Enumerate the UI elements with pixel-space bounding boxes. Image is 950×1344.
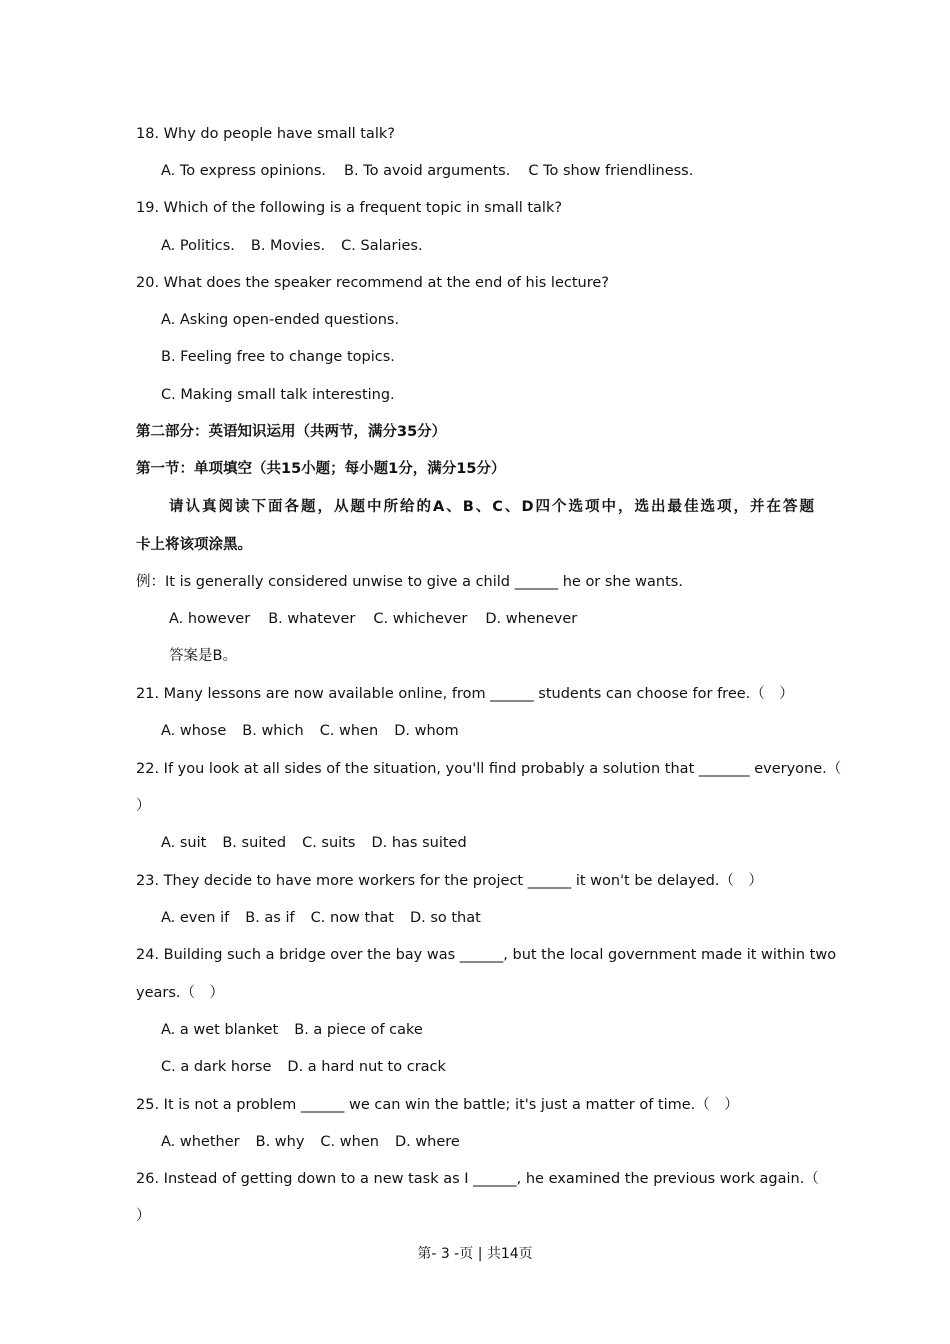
option-b: B. as if: [245, 910, 295, 926]
option-c: C. a dark horse: [161, 1059, 272, 1075]
example-options: [169, 609, 814, 629]
question-26-stem: 26. Instead of getting down to a new task as I ______, he examined the previous work again.（: [136, 1171, 819, 1187]
option-b: B. suited: [222, 835, 287, 851]
option-d: D. whenever: [485, 611, 578, 627]
question-24-options-row-1: [161, 1020, 814, 1040]
option-c: C. when: [319, 723, 379, 739]
question-23-options: [161, 908, 814, 928]
option-a: A. even if: [161, 910, 230, 926]
part-title: 第二部分：英语知识运用（共两节，满分35分）: [136, 424, 447, 440]
option-c: C. suits: [302, 835, 356, 851]
question-25-options: [161, 1132, 814, 1152]
example-stem-before: It is generally considered unwise to give a child: [165, 574, 515, 590]
option-d: D. so that: [409, 910, 481, 926]
option-b: B. a piece of cake: [294, 1022, 423, 1038]
page-footer: 第- 3 -页 | 共14页: [417, 1246, 533, 1262]
option-a: A. To express opinions.: [161, 163, 327, 179]
option-a: A. suit: [161, 835, 207, 851]
option-b: B. why: [255, 1134, 305, 1150]
example-stem: [136, 572, 814, 592]
option-b: B. whatever: [268, 611, 356, 627]
instruction-line-2: 卡上将该项涂黑。: [136, 537, 252, 553]
option-b: B. Movies.: [250, 238, 326, 254]
option-a: A. whose: [161, 723, 227, 739]
instruction-line-1: 请认真阅读下面各题，从题中所给的A、B、C、D四个选项中，选出最佳选项，并在答题: [169, 499, 814, 515]
option-d: D. a hard nut to crack: [287, 1059, 446, 1075]
question-21-stem: 21. Many lessons are now available online, from ______ students can choose for free.（ ）: [136, 686, 794, 702]
section-title: 第一节：单项填空（共15小题；每小题1分，满分15分）: [136, 461, 506, 477]
question-20-option-a: A. Asking open-ended questions.: [161, 312, 400, 328]
question-23-stem: 23. They decide to have more workers for the project ______ it won't be delayed.（ ）: [136, 873, 763, 889]
option-d: D. has suited: [371, 835, 467, 851]
option-a: A. Politics.: [161, 238, 235, 254]
option-c: C. Salaries.: [341, 238, 423, 254]
question-22-options: [161, 833, 814, 853]
question-21-options: [161, 721, 814, 741]
question-25-stem: 25. It is not a problem ______ we can win the battle; it's just a matter of time.（ ）: [136, 1097, 739, 1113]
option-b: B. which: [242, 723, 304, 739]
option-b: B. To avoid arguments.: [344, 163, 511, 179]
question-19-stem: 19. Which of the following is a frequent topic in small talk?: [136, 200, 563, 216]
question-18-stem: 18. Why do people have small talk?: [136, 126, 395, 142]
option-c: C. whichever: [373, 611, 468, 627]
option-d: D. where: [394, 1134, 460, 1150]
question-26-stem-cont: ）: [136, 1208, 151, 1224]
example-prefix: 例：: [136, 574, 165, 590]
option-a: A. whether: [161, 1134, 240, 1150]
option-c: C To show friendliness.: [528, 163, 694, 179]
example-stem-after: he or she wants.: [558, 574, 683, 590]
option-c: C. now that: [310, 910, 394, 926]
option-a: A. however: [169, 611, 251, 627]
question-19-options: [161, 236, 814, 256]
example-answer: 答案是B。: [169, 648, 237, 664]
question-20-stem: 20. What does the speaker recommend at the end of his lecture?: [136, 275, 609, 291]
question-18-options: [161, 161, 814, 181]
option-a: A. a wet blanket: [161, 1022, 279, 1038]
option-d: D. whom: [394, 723, 459, 739]
example-blank: ______: [514, 574, 559, 590]
question-20-option-c: C. Making small talk interesting.: [161, 387, 395, 403]
question-20-option-b: B. Feeling free to change topics.: [161, 349, 395, 365]
question-24-options-row-2: [161, 1057, 814, 1077]
question-22-stem-cont: ）: [136, 798, 151, 814]
option-c: C. when: [320, 1134, 379, 1150]
question-24-stem-cont: years.（ ）: [136, 985, 225, 1001]
question-22-stem: 22. If you look at all sides of the situation, you'll find probably a solution that _______ everyone.（: [136, 761, 842, 777]
question-24-stem: 24. Building such a bridge over the bay was ______, but the local government made it within two: [136, 947, 837, 963]
